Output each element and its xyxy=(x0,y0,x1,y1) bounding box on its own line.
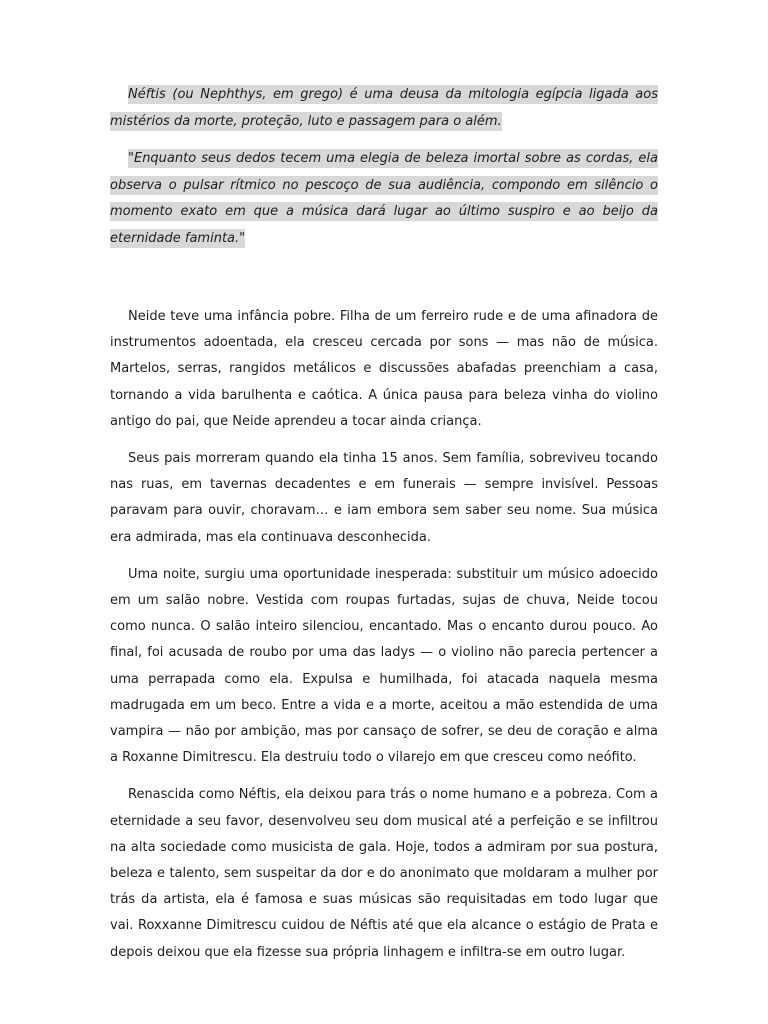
intro-definition-paragraph xyxy=(110,82,658,135)
document-body xyxy=(110,82,658,977)
story-paragraph: Uma noite, surgiu uma oportunidade inesperada: substituir um músico adoecido em um salão nobre. Vestida com roupas furtadas, sujas de chuva, Neide tocou como nunca. O salão inteiro silenciou, encantado. Mas o encanto durou pouco. Ao final, foi acusada de roubo por uma das ladys — o violino não parecia pertencer a uma perrapada como ela. Expulsa e humilhada, foi atacada naquela mesma madrugada em um beco. Entre a vida e a morte, aceitou a mão estendida de uma vampira — não por ambição, mas por cansaço de sofrer, se deu de coração e alma a Roxanne Dimitrescu. Ela destruiu todo o vilarejo em que cresceu como neófito. xyxy=(110,566,658,766)
story-section xyxy=(110,304,658,966)
highlighted-text: "Enquanto seus dedos tecem uma elegia de beleza imortal sobre as cordas, ela observa o pulsar rítmico no pescoço de sua audiência, compondo em silêncio o momento exato em que a música dará lugar ao último suspiro e ao beijo da eternidade faminta." xyxy=(110,151,658,246)
intro-section xyxy=(110,82,658,252)
story-paragraph: Neide teve uma infância pobre. Filha de um ferreiro rude e de uma afinadora de instrumentos adoentada, ela cresceu cercada por sons — mas não de música. Martelos, serras, rangidos metálicos e discussões abafadas preenchiam a casa, tornando a vida barulhenta e caótica. A única pausa para beleza vinha do violino antigo do pai, que Neide aprendeu a tocar ainda criança. xyxy=(110,309,658,429)
story-paragraph: Renascida como Néftis, ela deixou para trás o nome humano e a pobreza. Com a eternidade a seu favor, desenvolveu seu dom musical até a perfeição e se infiltrou na alta sociedade como musicista de gala. Hoje, todos a admiram por sua postura, beleza e talento, sem suspeitar da dor e do anonimato que moldaram a mulher por trás da artista, ela é famosa e suas músicas são requisitadas em todo lugar que vai. Roxxanne Dimitrescu cuidou de Néftis até que ela alcance o estágio de Prata e depois deixou que ela fizesse sua própria linhagem e infiltra-se em outro lugar. xyxy=(110,787,658,960)
highlighted-text: Néftis (ou Nephthys, em grego) é uma deusa da mitologia egípcia ligada aos mistérios da morte, proteção, luto e passagem para o além. xyxy=(110,87,658,129)
story-paragraph: Seus pais morreram quando ela tinha 15 anos. Sem família, sobreviveu tocando nas ruas, em tavernas decadentes e em funerais — sempre invisível. Pessoas paravam para ouvir, choravam… e iam embora sem saber seu nome. Sua música era admirada, mas ela continuava desconhecida. xyxy=(110,451,658,545)
intro-quote-paragraph xyxy=(110,146,658,252)
